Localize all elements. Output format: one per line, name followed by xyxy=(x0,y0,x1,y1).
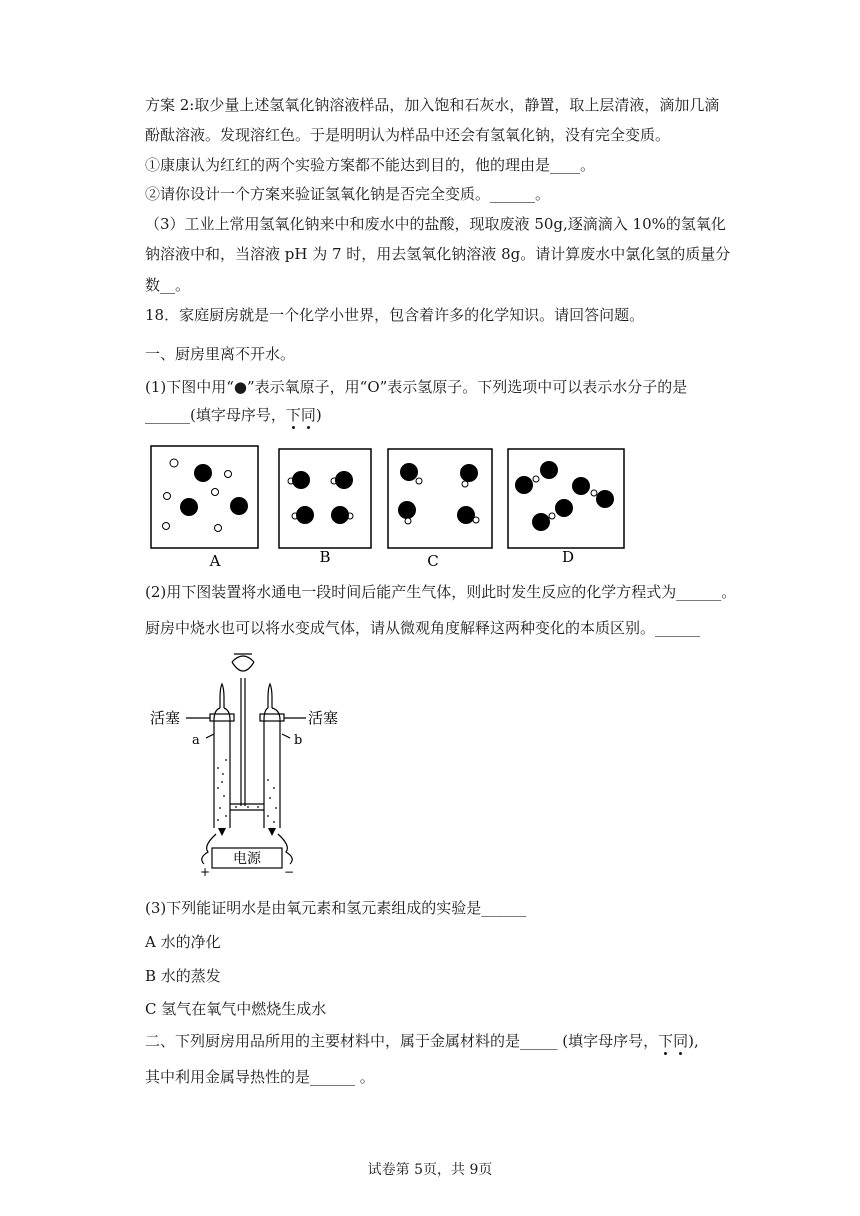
box-a xyxy=(151,446,258,548)
text-line: (2)用下图装置将水通电一段时间后能产生气体，则此时发生反应的化学方程式为______。 xyxy=(145,583,737,601)
text-line: ①康康认为红红的两个实验方案都不能达到目的，他的理由是____。 xyxy=(145,156,596,174)
question-18-heading: 18．家庭厨房就是一个化学小世界，包含着许多的化学知识。请回答问题。 xyxy=(145,306,645,324)
option-c: C 氢气在氧气中燃烧生成水 xyxy=(145,1000,327,1018)
box-d xyxy=(508,449,624,548)
text-fragment: 二、下列厨房用品所用的主要材料中，属于金属材料的是_____ (填字母序号， xyxy=(145,1032,659,1050)
text-line: (3)下列能证明水是由氧元素和氢元素组成的实验是______ xyxy=(145,899,527,917)
text-line: 数__。 xyxy=(145,276,191,294)
label-d: D xyxy=(561,548,575,566)
minus-terminal: − xyxy=(284,865,295,879)
electrolysis-apparatus xyxy=(148,648,348,880)
text-line: 方案 2:取少量上述氢氧化钠溶液样品，加入饱和石灰水，静置，取上层清液，滴加几滴 xyxy=(145,96,720,114)
label-a: A xyxy=(209,552,221,570)
option-b: B 水的蒸发 xyxy=(145,967,221,985)
section-one-heading: 一、厨房里离不开水。 xyxy=(145,345,296,363)
text-line: ②请你设计一个方案来验证氢氧化钠是否完全变质。______。 xyxy=(145,185,551,203)
emphasis-char: 同 xyxy=(300,406,316,424)
stopcock-right-label: 活塞 xyxy=(308,709,339,727)
text-line: 厨房中烧水也可以将水变成气体，请从微观角度解释这两种变化的本质区别。______ xyxy=(145,619,701,637)
power-supply-label: 电源 xyxy=(233,851,261,867)
plus-terminal: + xyxy=(200,865,211,879)
molecule-figure xyxy=(148,444,628,572)
text-fragment: ) xyxy=(315,406,322,424)
text-line: (1)下图中用“●”表示氧原子，用“O”表示氢原子。下列选项中可以表示水分子的是 xyxy=(145,378,688,396)
option-a: A 水的净化 xyxy=(145,933,221,951)
text-fragment: ), xyxy=(688,1032,699,1050)
section-two-line xyxy=(145,1031,835,1051)
emphasis-char: 下 xyxy=(658,1032,674,1050)
emphasis-char: 同 xyxy=(673,1032,689,1050)
box-b xyxy=(279,449,371,548)
box-c xyxy=(388,449,492,548)
label-c: C xyxy=(427,552,439,570)
text-fragment: ______(填字母序号， xyxy=(145,406,286,424)
tube-b-label: b xyxy=(294,733,303,748)
label-b: B xyxy=(319,548,331,566)
stopcock-left-label: 活塞 xyxy=(150,709,181,727)
text-line: 钠溶液中和，当溶液 pH 为 7 时，用去氢氧化钠溶液 8g。请计算废水中氯化氢的质量分 xyxy=(145,245,731,263)
tube-a-label: a xyxy=(192,733,200,748)
text-line xyxy=(145,405,835,425)
text-line: （3）工业上常用氢氧化钠来中和废水中的盐酸，现取废液 50g,逐滴滴入 10%的氢氧化 xyxy=(145,215,726,233)
text-line: 其中利用金属导热性的是______ 。 xyxy=(145,1068,375,1086)
text-line: 酚酞溶液。发现溶红色。于是明明认为样品中还会有氢氧化钠，没有完全变质。 xyxy=(145,126,671,144)
page-footer: 试卷第 5页，共 9页 xyxy=(367,1162,493,1178)
emphasis-char: 下 xyxy=(285,406,301,424)
